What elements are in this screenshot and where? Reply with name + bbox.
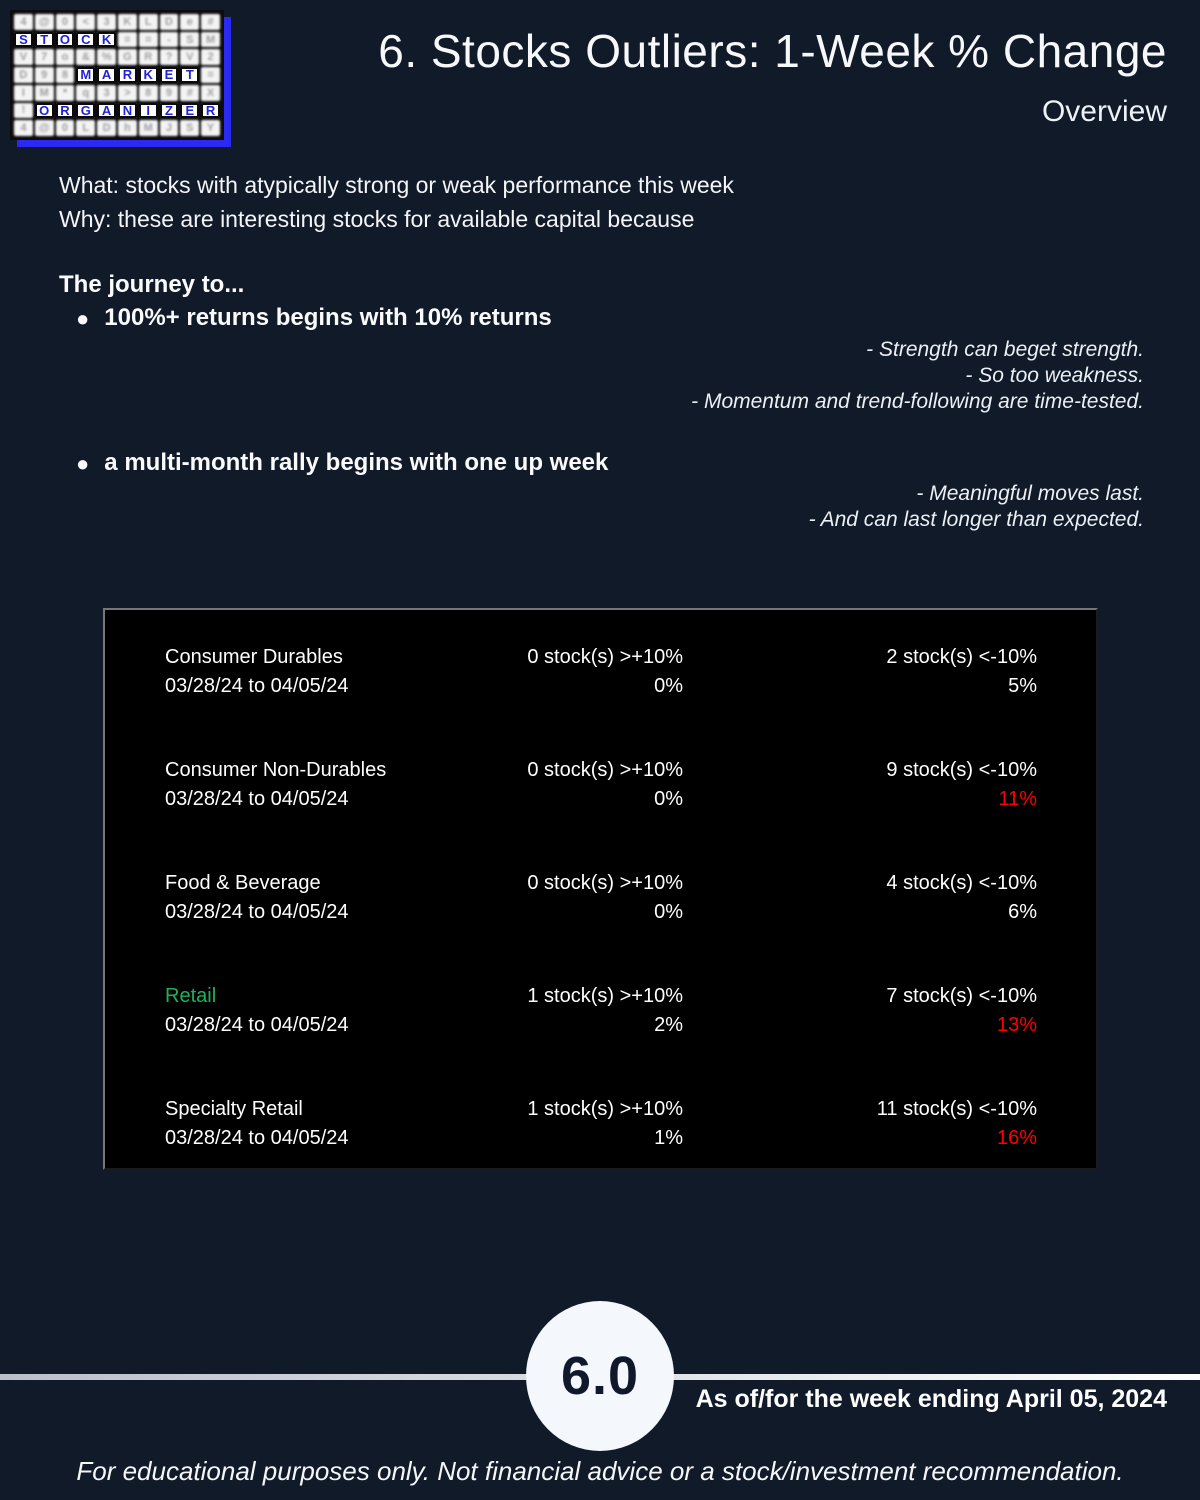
bullet-dot-icon: ●: [76, 451, 90, 476]
page-title: 6. Stocks Outliers: 1-Week % Change: [378, 25, 1167, 77]
table-row-line-1: [105, 982, 1096, 1011]
logo-bg-tile: 0: [56, 120, 75, 136]
as-of-date: As of/for the week ending April 05, 2024: [695, 1385, 1167, 1413]
logo-bg-tile: D: [14, 67, 33, 83]
logo-letter-tile: R: [201, 103, 220, 119]
table-row-line-2: [105, 898, 1096, 927]
sector-name: Specialty Retail: [165, 1098, 303, 1120]
disclaimer-text: For educational purposes only. Not financial advice or a stock/investment recommendation.: [76, 1456, 1124, 1486]
logo-grid: [14, 14, 220, 136]
table-row-line-2: [105, 1124, 1096, 1153]
table-row-line-1: [105, 756, 1096, 785]
logo-bg-tile: S: [180, 120, 199, 136]
logo-bg-tile: @: [35, 120, 54, 136]
logo-bg-tile: K: [118, 14, 137, 30]
score-value: 6.0: [560, 1346, 640, 1406]
sector-name: Consumer Durables: [165, 646, 343, 668]
logo-letter-tile: E: [160, 67, 179, 83]
logo-bg-tile: 8: [139, 85, 158, 101]
up-percent: 1%: [654, 1127, 683, 1149]
logo-letter-tile: T: [35, 32, 54, 48]
journey-bullet-1-label: 100%+ returns begins with 10% returns: [104, 304, 552, 331]
logo-bg-tile: G: [118, 49, 137, 65]
down-percent: 13%: [996, 1014, 1037, 1036]
down-stock-count: 4 stock(s) <-10%: [886, 872, 1037, 894]
table-row: [105, 1095, 1096, 1153]
logo-bg-tile: L: [76, 120, 95, 136]
table-row: [105, 869, 1096, 927]
up-percent: 2%: [654, 1014, 683, 1036]
logo-letter-tile: K: [97, 32, 116, 48]
logo-bg-tile: D: [160, 14, 179, 30]
logo-bg-tile: -: [160, 32, 179, 48]
table-row-line-2: [105, 785, 1096, 814]
journey-bullet-1: [76, 304, 552, 334]
journey-notes-2: [809, 481, 1144, 533]
logo-letter-tile: R: [56, 103, 75, 119]
up-percent: 0%: [654, 788, 683, 810]
logo-bg-tile: 2: [201, 49, 220, 65]
note-line: - And can last longer than expected.: [808, 508, 1144, 531]
up-stock-count: 0 stock(s) >+10%: [527, 872, 683, 894]
down-percent: 11%: [998, 788, 1037, 810]
logo-bg-tile: o: [56, 49, 75, 65]
logo-letter-tile: M: [76, 67, 95, 83]
table-row: [105, 756, 1096, 814]
intro-why-line: Why: these are interesting stocks for available capital because: [59, 206, 695, 232]
logo-bg-tile: !: [14, 103, 33, 119]
period-range: 03/28/24 to 04/05/24: [165, 1014, 349, 1036]
table-row-line-1: [105, 1095, 1096, 1124]
logo-bg-tile: D: [97, 120, 116, 136]
note-line: - So too weakness.: [965, 364, 1144, 387]
down-stock-count: 7 stock(s) <-10%: [886, 985, 1037, 1007]
logo-bg-tile: R: [139, 49, 158, 65]
sector-name: Consumer Non-Durables: [165, 759, 387, 781]
intro-text: [59, 168, 734, 236]
logo-bg-tile: V: [14, 49, 33, 65]
logo-bg-tile: S: [180, 32, 199, 48]
table-row-line-1: [105, 643, 1096, 672]
journey-notes-1: [691, 337, 1144, 415]
logo-bg-tile: =: [139, 32, 158, 48]
logo-bg-tile: =: [201, 67, 220, 83]
logo-bg-tile: h: [118, 120, 137, 136]
logo-letter-tile: Z: [160, 103, 179, 119]
down-stock-count: 11 stock(s) <-10%: [876, 1098, 1037, 1120]
logo-bg-tile: #: [201, 14, 220, 30]
logo-bg-tile: #: [180, 85, 199, 101]
journey-bullet-2: [76, 449, 608, 479]
sector-name: Food & Beverage: [165, 872, 321, 894]
logo-bg-tile: 7: [35, 49, 54, 65]
table-row-line-1: [105, 869, 1096, 898]
logo-letter-tile: N: [118, 103, 137, 119]
logo-letter-tile: T: [180, 67, 199, 83]
up-stock-count: 1 stock(s) >+10%: [527, 985, 683, 1007]
logo-bg-tile: L: [139, 14, 158, 30]
logo-letter-tile: C: [76, 32, 95, 48]
logo-bg-tile: q: [76, 85, 95, 101]
journey-heading: The journey to...: [59, 271, 245, 298]
note-line: - Meaningful moves last.: [916, 482, 1144, 505]
down-percent: 16%: [996, 1127, 1037, 1149]
table-row-line-2: [105, 672, 1096, 701]
down-stock-count: 9 stock(s) <-10%: [886, 759, 1037, 781]
logo-bg-tile: %: [97, 49, 116, 65]
table-row: [105, 982, 1096, 1040]
period-range: 03/28/24 to 04/05/24: [165, 675, 349, 697]
logo-letter-tile: A: [97, 67, 116, 83]
note-line: - Strength can beget strength.: [866, 338, 1144, 361]
logo-letter-tile: R: [118, 67, 137, 83]
up-percent: 0%: [654, 675, 683, 697]
score-circle: [526, 1301, 674, 1451]
page-subtitle: Overview: [1041, 95, 1167, 128]
logo-letter-tile: G: [76, 103, 95, 119]
logo-bg-tile: M: [139, 120, 158, 136]
sector-outlier-table: [103, 608, 1098, 1170]
bullet-dot-icon: ●: [76, 306, 90, 331]
logo-bg-tile: V: [180, 49, 199, 65]
logo-bg-tile: *: [56, 85, 75, 101]
table-row-line-2: [105, 1011, 1096, 1040]
logo-bg-tile: 8: [56, 67, 75, 83]
logo-letter-tile: A: [97, 103, 116, 119]
down-percent: 5%: [1008, 675, 1037, 697]
up-percent: 0%: [654, 901, 683, 923]
logo-bg-tile: J: [160, 120, 179, 136]
logo-bg-tile: >: [118, 85, 137, 101]
down-percent: 6%: [1008, 901, 1037, 923]
logo-bg-tile: Y: [201, 120, 220, 136]
logo-bg-tile: 9: [35, 67, 54, 83]
stock-market-organizer-logo: [10, 10, 224, 140]
journey-bullet-2-label: a multi-month rally begins with one up week: [104, 449, 609, 476]
logo-bg-tile: @: [35, 14, 54, 30]
logo-bg-tile: ?: [160, 49, 179, 65]
logo-bg-tile: e: [180, 14, 199, 30]
logo-bg-tile: 3: [97, 85, 116, 101]
logo-letter-tile: O: [35, 103, 54, 119]
note-line: - Momentum and trend-following are time-tested.: [691, 390, 1144, 413]
logo-bg-tile: M: [35, 85, 54, 101]
up-stock-count: 0 stock(s) >+10%: [527, 759, 683, 781]
logo-bg-tile: 3: [97, 14, 116, 30]
logo-letter-tile: K: [139, 67, 158, 83]
sector-name: Retail: [165, 985, 217, 1007]
logo-letter-tile: S: [14, 32, 33, 48]
logo-bg-tile: 4: [14, 120, 33, 136]
logo-bg-tile: 0: [56, 14, 75, 30]
logo-letter-tile: E: [180, 103, 199, 119]
up-stock-count: 0 stock(s) >+10%: [527, 646, 683, 668]
logo-bg-tile: &: [76, 49, 95, 65]
up-stock-count: 1 stock(s) >+10%: [527, 1098, 683, 1120]
period-range: 03/28/24 to 04/05/24: [165, 901, 349, 923]
intro-what-line: What: stocks with atypically strong or weak performance this week: [59, 172, 734, 198]
logo-bg-tile: <: [76, 14, 95, 30]
logo-bg-tile: 9: [160, 85, 179, 101]
period-range: 03/28/24 to 04/05/24: [165, 788, 349, 810]
period-range: 03/28/24 to 04/05/24: [165, 1127, 349, 1149]
down-stock-count: 2 stock(s) <-10%: [886, 646, 1037, 668]
logo-bg-tile: =: [118, 32, 137, 48]
logo-letter-tile: I: [139, 103, 158, 119]
logo-bg-tile: 4: [14, 14, 33, 30]
logo-bg-tile: X: [201, 85, 220, 101]
logo-letter-tile: O: [56, 32, 75, 48]
logo-bg-tile: M: [201, 32, 220, 48]
table-row: [105, 643, 1096, 701]
logo-bg-tile: I: [14, 85, 33, 101]
